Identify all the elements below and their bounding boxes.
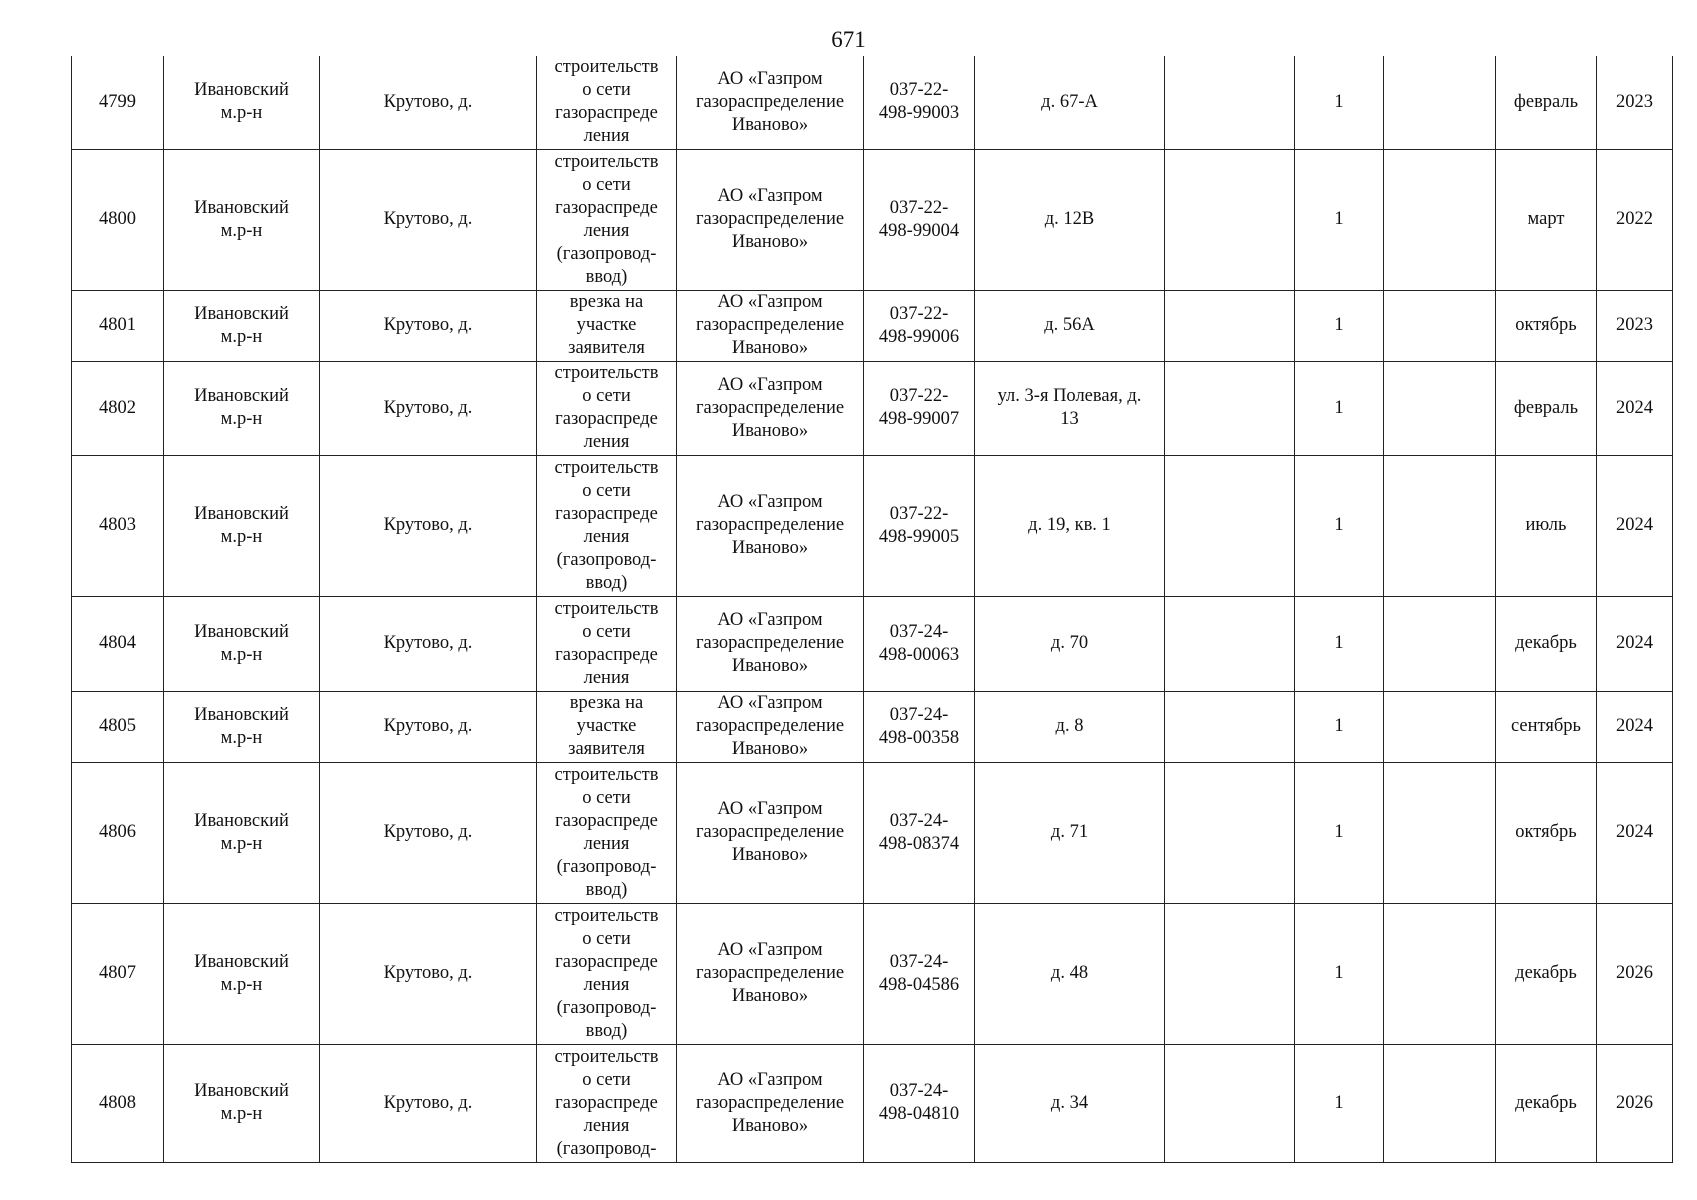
table-row — [72, 361, 1673, 455]
application-code-cell: 037-24- 498-08374 — [864, 762, 975, 903]
organization-cell: АО «Газпром газораспределение Иваново» — [677, 762, 864, 903]
count-cell: 1 — [1295, 1044, 1384, 1162]
organization-cell: АО «Газпром газораспределение Иваново» — [677, 290, 864, 361]
empty-cell — [1384, 1044, 1496, 1162]
table-row — [72, 290, 1673, 361]
application-code-cell: 037-22- 498-99005 — [864, 455, 975, 596]
organization-cell: АО «Газпром газораспределение Иваново» — [677, 361, 864, 455]
work-type-cell: врезка на участке заявителя — [537, 290, 677, 361]
count-cell: 1 — [1295, 455, 1384, 596]
district-cell: Ивановский м.р-н — [164, 762, 320, 903]
table-row — [72, 455, 1673, 596]
work-type-cell: строительств о сети газораспреде ления (газопровод- ввод) — [537, 149, 677, 290]
row-number: 4806 — [72, 762, 164, 903]
empty-cell — [1165, 290, 1295, 361]
settlement-cell: Крутово, д. — [320, 361, 537, 455]
work-type-cell: строительств о сети газораспреде ления (газопровод- ввод) — [537, 762, 677, 903]
row-number: 4800 — [72, 149, 164, 290]
district-cell: Ивановский м.р-н — [164, 455, 320, 596]
year-cell: 2022 — [1597, 149, 1673, 290]
count-cell: 1 — [1295, 361, 1384, 455]
organization-cell: АО «Газпром газораспределение Иваново» — [677, 1044, 864, 1162]
work-type-cell: строительств о сети газораспреде ления — [537, 596, 677, 691]
year-cell: 2026 — [1597, 903, 1673, 1044]
settlement-cell: Крутово, д. — [320, 290, 537, 361]
row-number: 4805 — [72, 691, 164, 762]
year-cell: 2024 — [1597, 691, 1673, 762]
application-code-cell: 037-22- 498-99003 — [864, 56, 975, 149]
row-number: 4802 — [72, 361, 164, 455]
count-cell: 1 — [1295, 149, 1384, 290]
table-row — [72, 1044, 1673, 1162]
address-cell: д. 67-А — [975, 56, 1165, 149]
address-cell: д. 70 — [975, 596, 1165, 691]
district-cell: Ивановский м.р-н — [164, 903, 320, 1044]
count-cell: 1 — [1295, 290, 1384, 361]
month-cell: сентябрь — [1496, 691, 1597, 762]
row-number: 4799 — [72, 56, 164, 149]
month-cell: октябрь — [1496, 762, 1597, 903]
application-code-cell: 037-22- 498-99007 — [864, 361, 975, 455]
year-cell: 2024 — [1597, 455, 1673, 596]
year-cell: 2024 — [1597, 762, 1673, 903]
count-cell: 1 — [1295, 903, 1384, 1044]
table-row — [72, 762, 1673, 903]
district-cell: Ивановский м.р-н — [164, 691, 320, 762]
table-row — [72, 149, 1673, 290]
settlement-cell: Крутово, д. — [320, 903, 537, 1044]
empty-cell — [1384, 596, 1496, 691]
empty-cell — [1384, 762, 1496, 903]
settlement-cell: Крутово, д. — [320, 691, 537, 762]
application-code-cell: 037-22- 498-99006 — [864, 290, 975, 361]
organization-cell: АО «Газпром газораспределение Иваново» — [677, 455, 864, 596]
address-cell: д. 34 — [975, 1044, 1165, 1162]
month-cell: февраль — [1496, 56, 1597, 149]
work-type-cell: строительств о сети газораспреде ления (газопровод- ввод) — [537, 903, 677, 1044]
settlement-cell: Крутово, д. — [320, 1044, 537, 1162]
address-cell: д. 8 — [975, 691, 1165, 762]
year-cell: 2024 — [1597, 361, 1673, 455]
month-cell: март — [1496, 149, 1597, 290]
empty-cell — [1165, 361, 1295, 455]
settlement-cell: Крутово, д. — [320, 149, 537, 290]
empty-cell — [1384, 290, 1496, 361]
empty-cell — [1384, 149, 1496, 290]
empty-cell — [1384, 361, 1496, 455]
settlement-cell: Крутово, д. — [320, 596, 537, 691]
address-cell: д. 71 — [975, 762, 1165, 903]
count-cell: 1 — [1295, 56, 1384, 149]
address-cell: д. 12В — [975, 149, 1165, 290]
application-code-cell: 037-24- 498-00358 — [864, 691, 975, 762]
address-cell: д. 48 — [975, 903, 1165, 1044]
page-number: 671 — [831, 27, 866, 52]
empty-cell — [1384, 455, 1496, 596]
district-cell: Ивановский м.р-н — [164, 149, 320, 290]
empty-cell — [1384, 903, 1496, 1044]
district-cell: Ивановский м.р-н — [164, 290, 320, 361]
month-cell: декабрь — [1496, 903, 1597, 1044]
year-cell: 2024 — [1597, 596, 1673, 691]
organization-cell: АО «Газпром газораспределение Иваново» — [677, 691, 864, 762]
district-cell: Ивановский м.р-н — [164, 596, 320, 691]
empty-cell — [1165, 903, 1295, 1044]
address-cell: ул. 3-я Полевая, д. 13 — [975, 361, 1165, 455]
empty-cell — [1165, 56, 1295, 149]
empty-cell — [1165, 455, 1295, 596]
application-code-cell: 037-22- 498-99004 — [864, 149, 975, 290]
organization-cell: АО «Газпром газораспределение Иваново» — [677, 149, 864, 290]
application-code-cell: 037-24- 498-04586 — [864, 903, 975, 1044]
application-code-cell: 037-24- 498-04810 — [864, 1044, 975, 1162]
address-cell: д. 56А — [975, 290, 1165, 361]
empty-cell — [1384, 56, 1496, 149]
month-cell: декабрь — [1496, 596, 1597, 691]
year-cell: 2023 — [1597, 56, 1673, 149]
count-cell: 1 — [1295, 691, 1384, 762]
table-row — [72, 691, 1673, 762]
registry-table — [71, 56, 1673, 1163]
row-number: 4808 — [72, 1044, 164, 1162]
table-row — [72, 596, 1673, 691]
empty-cell — [1165, 691, 1295, 762]
month-cell: декабрь — [1496, 1044, 1597, 1162]
year-cell: 2026 — [1597, 1044, 1673, 1162]
month-cell: июль — [1496, 455, 1597, 596]
work-type-cell: строительств о сети газораспреде ления (газопровод- ввод) — [537, 455, 677, 596]
work-type-cell: врезка на участке заявителя — [537, 691, 677, 762]
empty-cell — [1165, 762, 1295, 903]
row-number: 4804 — [72, 596, 164, 691]
settlement-cell: Крутово, д. — [320, 455, 537, 596]
work-type-cell: строительств о сети газораспреде ления — [537, 56, 677, 149]
organization-cell: АО «Газпром газораспределение Иваново» — [677, 56, 864, 149]
count-cell: 1 — [1295, 596, 1384, 691]
application-code-cell: 037-24- 498-00063 — [864, 596, 975, 691]
settlement-cell: Крутово, д. — [320, 762, 537, 903]
empty-cell — [1165, 596, 1295, 691]
table-row — [72, 903, 1673, 1044]
district-cell: Ивановский м.р-н — [164, 1044, 320, 1162]
organization-cell: АО «Газпром газораспределение Иваново» — [677, 903, 864, 1044]
row-number: 4801 — [72, 290, 164, 361]
work-type-cell: строительств о сети газораспреде ления (газопровод- — [537, 1044, 677, 1162]
empty-cell — [1384, 691, 1496, 762]
settlement-cell: Крутово, д. — [320, 56, 537, 149]
table-row — [72, 56, 1673, 149]
month-cell: февраль — [1496, 361, 1597, 455]
work-type-cell: строительств о сети газораспреде ления — [537, 361, 677, 455]
row-number: 4803 — [72, 455, 164, 596]
district-cell: Ивановский м.р-н — [164, 56, 320, 149]
year-cell: 2023 — [1597, 290, 1673, 361]
month-cell: октябрь — [1496, 290, 1597, 361]
organization-cell: АО «Газпром газораспределение Иваново» — [677, 596, 864, 691]
row-number: 4807 — [72, 903, 164, 1044]
empty-cell — [1165, 149, 1295, 290]
empty-cell — [1165, 1044, 1295, 1162]
count-cell: 1 — [1295, 762, 1384, 903]
address-cell: д. 19, кв. 1 — [975, 455, 1165, 596]
district-cell: Ивановский м.р-н — [164, 361, 320, 455]
